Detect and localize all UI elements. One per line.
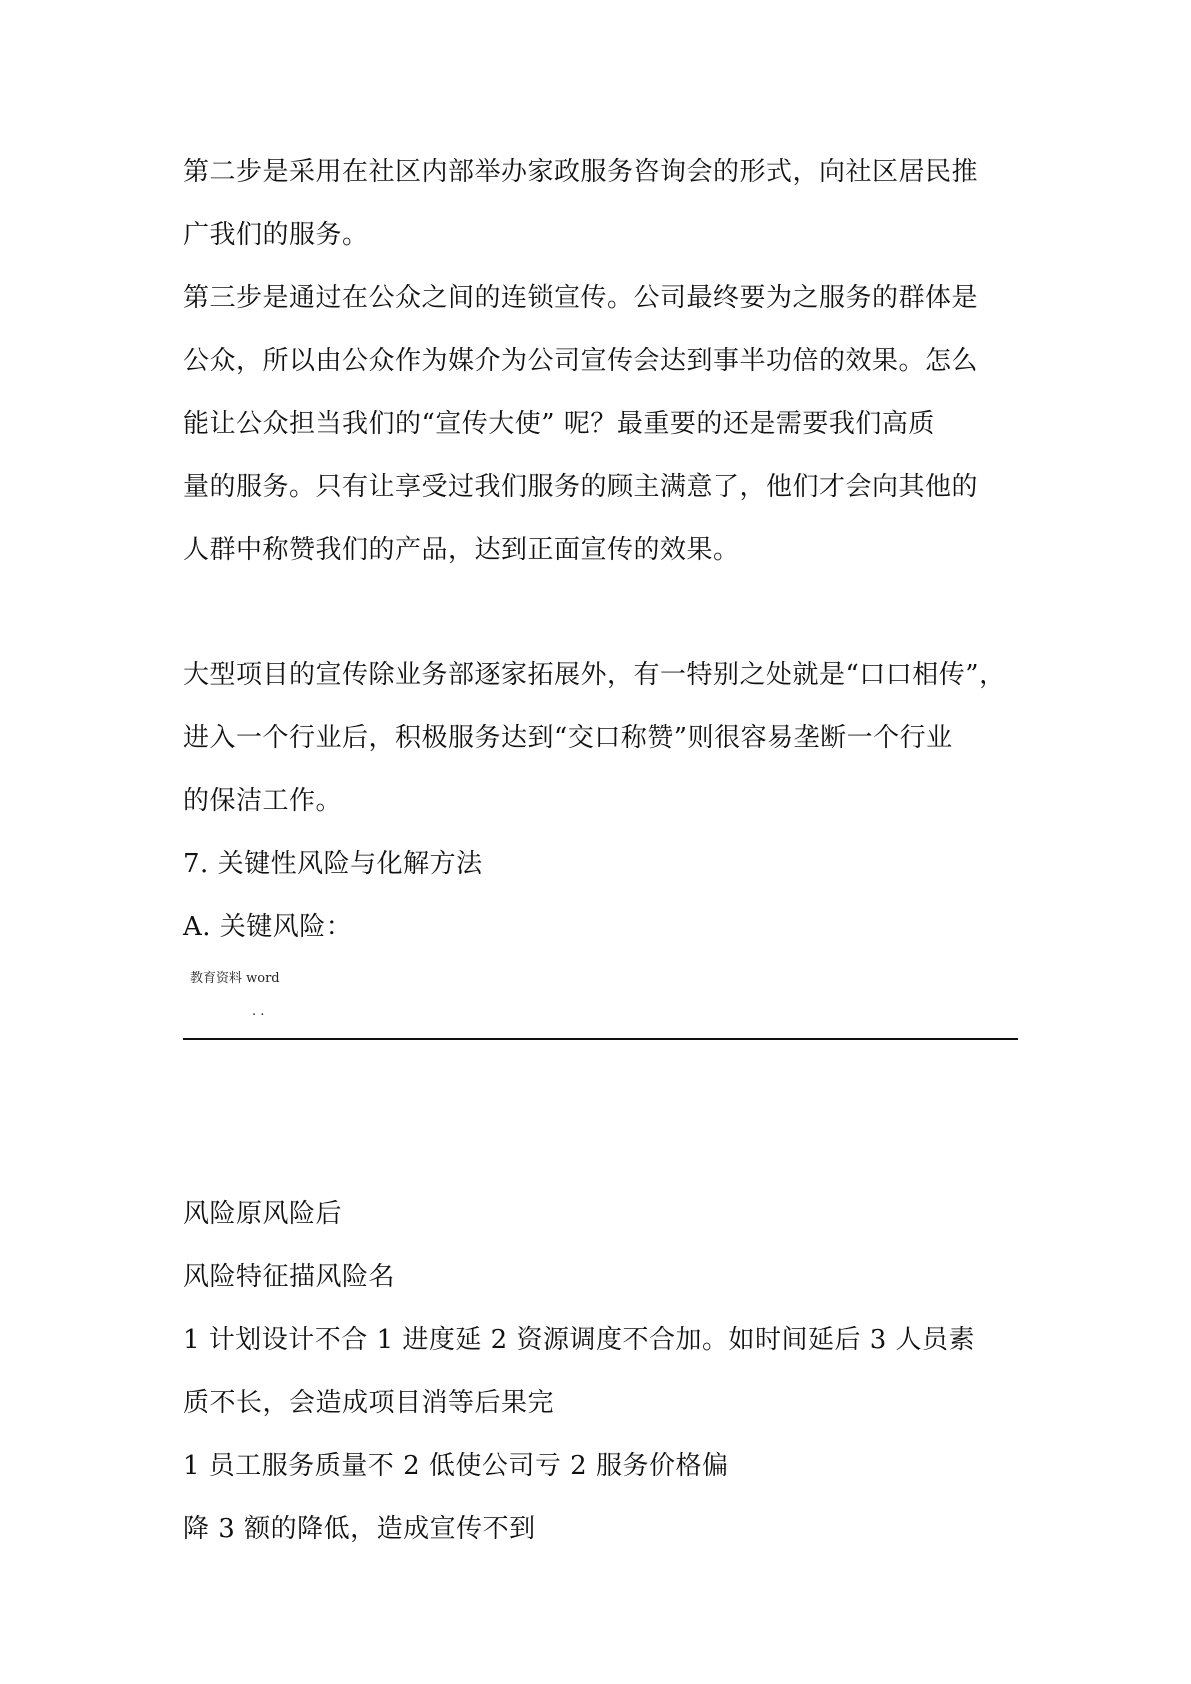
- paragraph-line: 第二步是采用在社区内部举办家政服务咨询会的形式，向社区居民推: [183, 157, 979, 187]
- paragraph-line: 进入一个行业后，积极服务达到“交口称赞”则很容易垄断一个行业: [183, 723, 953, 753]
- table-text-line: 质不长，会造成项目消等后果完: [183, 1388, 555, 1418]
- paragraph-line: 大型项目的宣传除业务部逐家拓展外，有一特别之处就是“口口相传”，: [183, 660, 1006, 690]
- page-footer-label: 教育资料 word: [190, 971, 280, 986]
- table-text-line: 1 计划设计不合 1 进度延 2 资源调度不合加。如时间延后 3 人员素: [183, 1325, 976, 1355]
- paragraph-line: 第三步是通过在公众之间的连锁宣传。公司最终要为之服务的群体是: [183, 283, 979, 313]
- table-text-line: 1 员工服务质量不 2 低使公司亏 2 服务价格偏: [183, 1451, 729, 1481]
- page-footer-dots: . .: [252, 1004, 265, 1019]
- paragraph-line: 广我们的服务。: [183, 220, 369, 250]
- paragraph-line: 的保洁工作。: [183, 786, 343, 816]
- paragraph-line: 量的服务。只有让享受过我们服务的顾主满意了，他们才会向其他的: [183, 472, 979, 502]
- table-text-line: 降 3 额的降低，造成宣传不到: [183, 1514, 536, 1544]
- paragraph-line: 公众，所以由公众作为媒介为公司宣传会达到事半功倍的效果。怎么: [183, 346, 979, 376]
- table-text-line: 风险特征描风险名: [183, 1262, 396, 1292]
- subsection-heading: A. 关键风险：: [183, 912, 353, 942]
- footer-divider: [183, 1038, 1018, 1040]
- section-heading: 7. 关键性风险与化解方法: [183, 849, 483, 879]
- table-text-line: 风险原风险后: [183, 1199, 343, 1229]
- paragraph-line: 能让公众担当我们的“宣传大使” 呢？最重要的还是需要我们高质: [183, 409, 935, 439]
- paragraph-line: 人群中称赞我们的产品，达到正面宣传的效果。: [183, 535, 740, 565]
